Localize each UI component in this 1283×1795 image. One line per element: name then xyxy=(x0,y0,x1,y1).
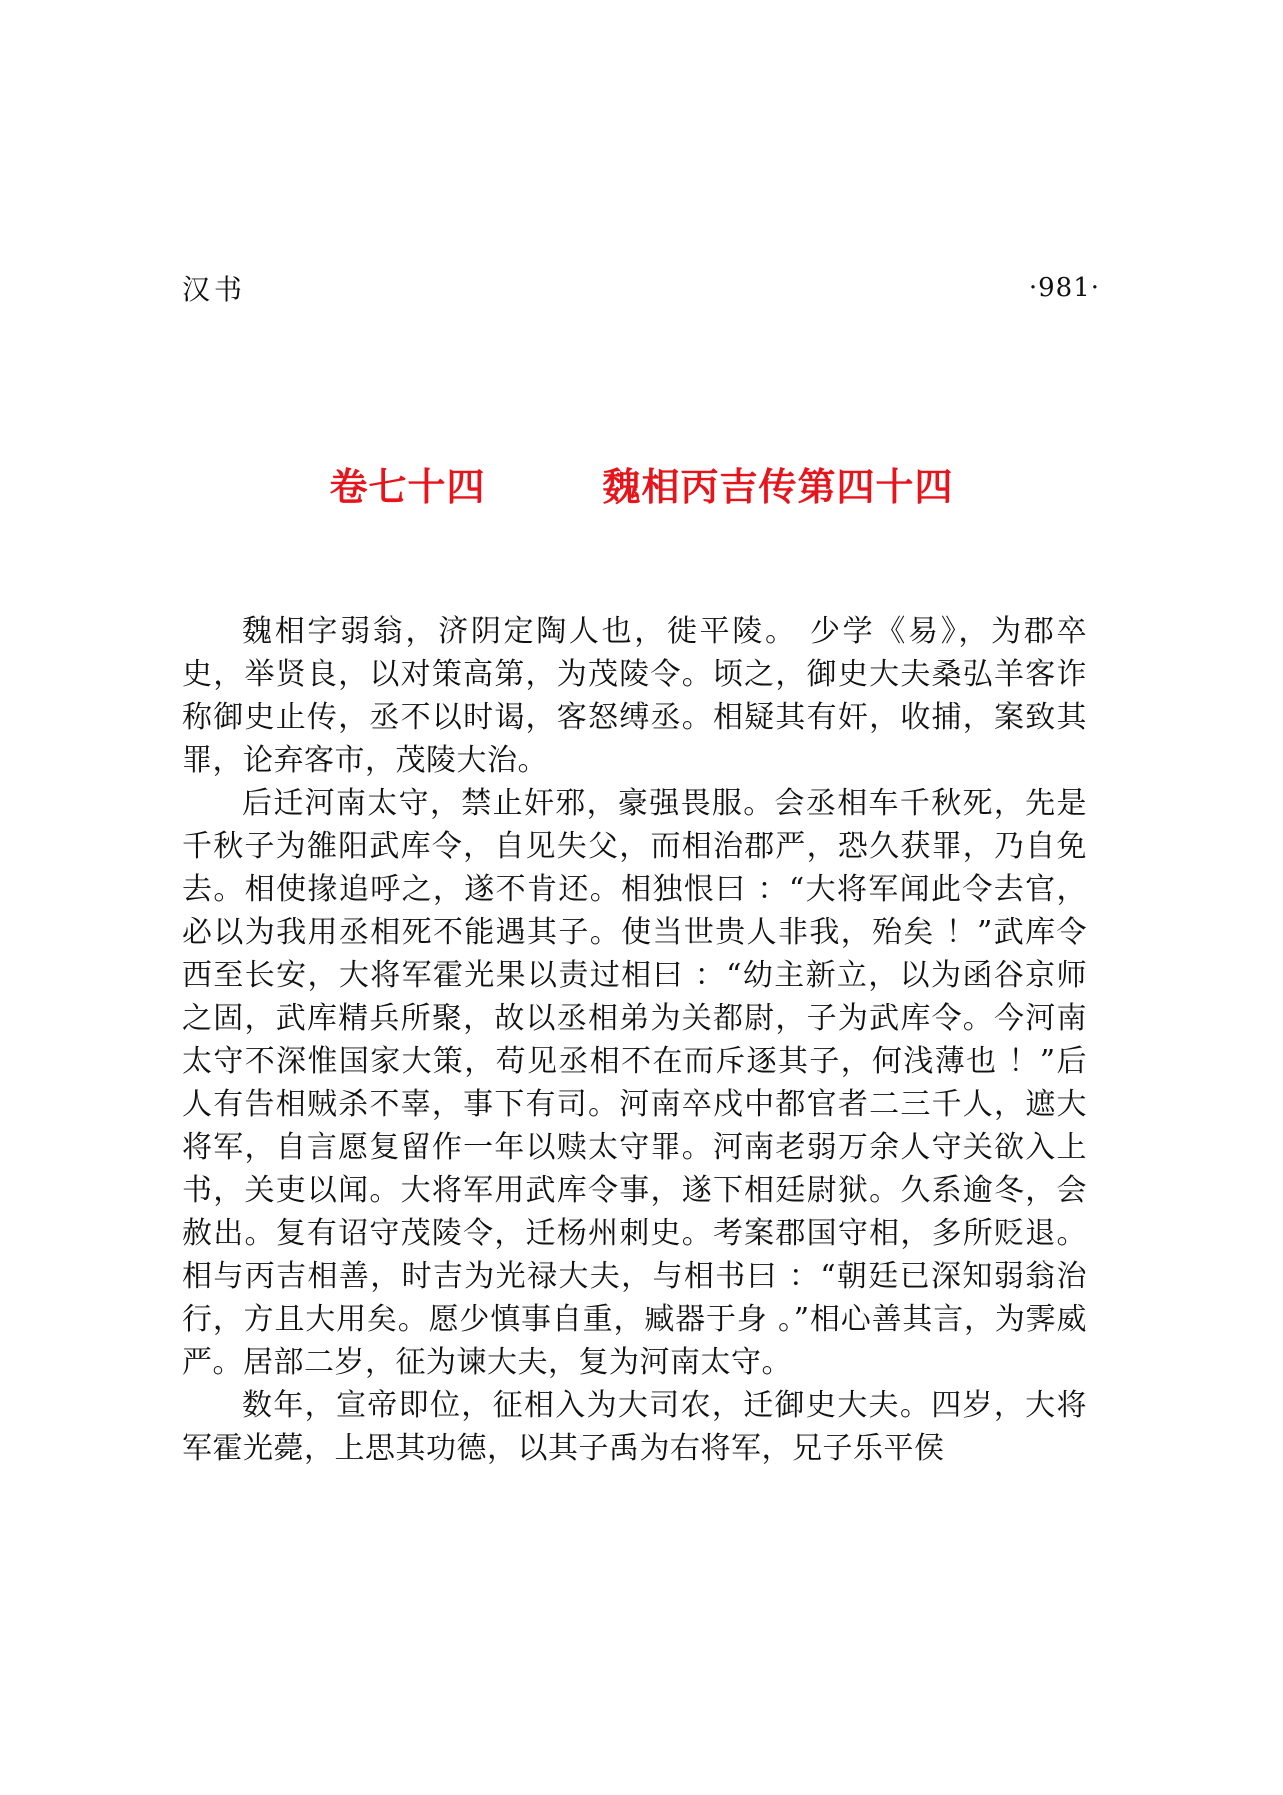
body-text xyxy=(182,610,1087,1470)
running-header xyxy=(182,268,1100,308)
paragraph: 数年，宣帝即位，征相入为大司农，迁御史大夫。四岁，大将军霍光薨，上思其功德，以其子禹为右将军，兄子乐平侯 xyxy=(182,1388,1087,1466)
chapter-title: 卷七十四 魏相丙吉传第四十四 xyxy=(329,465,954,509)
paragraph: 魏相字弱翁，济阴定陶人也，徙平陵。 少学《易》，为郡卒史，举贤良，以对策高第，为茂陵令。顷之，御史大夫桑弘羊客诈称御史止传，丞不以时谒，客怒缚丞。相疑其有奸，收捕，案致其罪，论弃客市，茂陵大治。 xyxy=(182,614,1087,778)
book-title: 汉书 xyxy=(182,273,247,306)
page-number: ·981· xyxy=(1028,273,1100,303)
paragraph: 后迁河南太守，禁止奸邪，豪强畏服。会丞相车千秋死，先是千秋子为雒阳武库令，自见失父，而相治郡严，恐久获罪，乃自免去。相使掾追呼之，遂不肯还。相独恨曰 ：“大将军闻此令去官，必以为我用丞相死不能遇其子。使当世贵人非我，殆矣 ！”武库令西至长安，大将军霍光果以责过相曰 ：“幼主新立，以为函谷京师之固，武库精兵所聚，故以丞相弟为关都尉，子为武库令。今河南太守不深惟国家大策，苟见丞相不在而斥逐其子，何浅薄也 ！”后人有告相贼杀不辜，事下有司。河南卒戍中都官者二三千人，遮大将军，自言愿复留作一年以赎太守罪。河南老弱万余人守关欲入上书，关吏以闻。大将军用武库令事，遂下相廷尉狱。久系逾冬，会赦出。复有诏守茂陵令，迁杨州刺史。考案郡国守相，多所贬退。相与丙吉相善，时吉为光禄大夫，与相书曰 ：“朝廷已深知弱翁治行，方且大用矣。愿少慎事自重，臧器于身 。”相心善其言，为霁威严。居部二岁，征为谏大夫，复为河南太守。 xyxy=(182,786,1087,1380)
